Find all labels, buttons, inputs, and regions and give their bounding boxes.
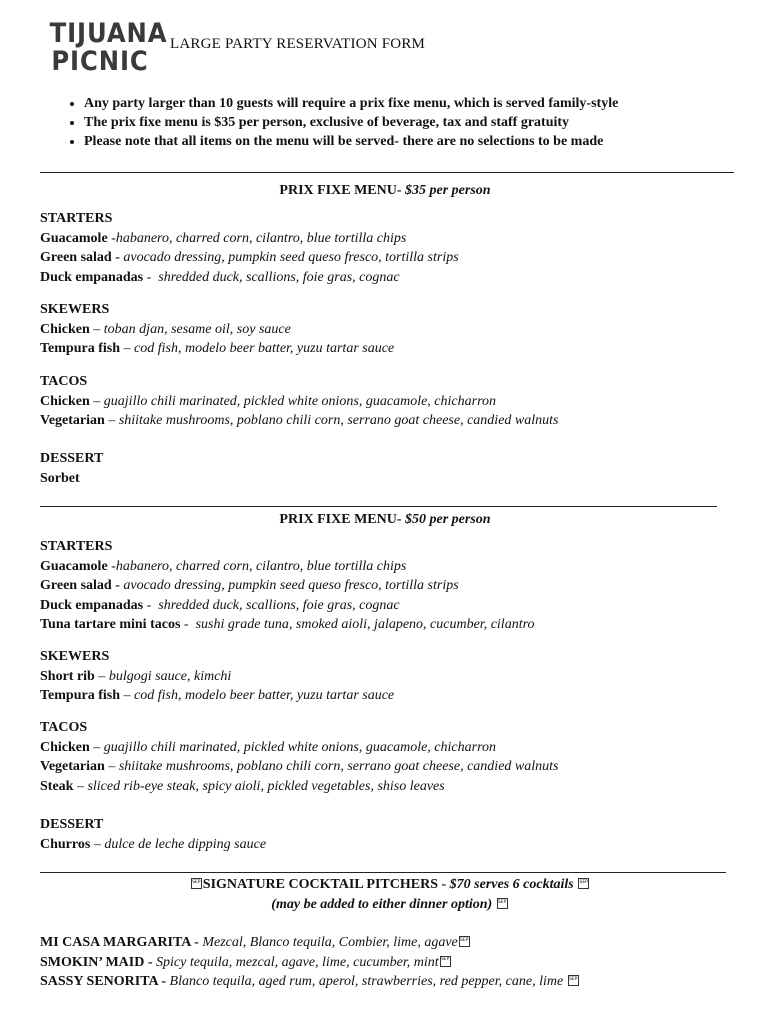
menu-35-skewers — [40, 300, 750, 359]
note-item: • Please note that all items on the menu will be served- there are no selections to be made — [84, 132, 764, 151]
section-title: DESSERT — [40, 817, 104, 832]
menu-item-separator: - — [107, 230, 116, 246]
menu-item-separator: – — [89, 739, 104, 755]
menu-item-name: Tuna tartare mini tacos — [40, 617, 181, 632]
menu-item-name: Chicken — [40, 393, 90, 409]
menu-item-description: shredded duck, scallions, foie gras, cognac — [158, 269, 400, 285]
menu-35-dessert — [40, 449, 750, 488]
menu-item-separator: – — [94, 668, 109, 684]
menu-item-name: Sorbet — [40, 470, 80, 486]
menu-item-separator: – — [90, 836, 105, 852]
separator-glyph: SEP — [440, 956, 451, 967]
menu-item — [40, 667, 750, 687]
menu-item-name: Tempura fish — [40, 688, 121, 703]
menu-item — [40, 411, 750, 431]
menu-item-description: guajillo chili marinated, pickled white onions, guacamole, chicharron — [103, 739, 497, 755]
menu-item-description: shredded duck, scallions, foie gras, cognac — [158, 597, 400, 613]
menu-item-description: toban djan, sesame oil, soy sauce — [103, 321, 291, 337]
divider — [40, 172, 734, 173]
cocktail-name: MI CASA MARGARITA - — [40, 935, 199, 950]
menu-item-name: Green salad - — [40, 250, 120, 265]
menu-heading-label: PRIX FIXE MENU- — [279, 183, 402, 198]
menu-35-heading — [0, 183, 770, 199]
menu-item-description: avocado dressing, pumpkin seed queso fresco, tortilla strips — [123, 250, 459, 265]
menu-item-name: Steak — [40, 778, 74, 794]
menu-item-separator: – — [89, 393, 104, 409]
separator-glyph: SEP — [578, 878, 589, 889]
section-title: STARTERS — [40, 211, 113, 226]
menu-item — [40, 777, 750, 797]
note-item: • Any party larger than 10 guests will require a prix fixe menu, which is served family-style — [84, 94, 764, 113]
menu-50-dessert — [40, 815, 750, 854]
menu-item-name: Duck empanadas — [40, 269, 144, 285]
divider — [40, 506, 717, 507]
reservation-notes — [62, 94, 764, 151]
cocktail-list — [40, 933, 750, 992]
cocktail-desc: Spicy tequila, mezcal, agave, lime, cucumber, mint — [156, 954, 439, 970]
menu-35-starters — [40, 209, 750, 287]
menu-item-name: Guacamole — [40, 558, 108, 574]
note-item: • The prix fixe menu is $35 per person, exclusive of beverage, tax and staff gratuity — [84, 113, 764, 132]
separator-glyph: SEP — [459, 936, 470, 947]
menu-50-heading — [0, 512, 770, 528]
section-title: STARTERS — [40, 539, 113, 554]
menu-item-separator: - — [180, 617, 196, 632]
menu-item-description: shiitake mushrooms, poblano chili corn, serrano goat cheese, candied walnuts — [118, 759, 559, 774]
menu-item-description: avocado dressing, pumpkin seed queso fresco, tortilla strips — [123, 578, 459, 593]
menu-item-separator: – — [104, 759, 119, 774]
logo-line-1: TIJUANA — [49, 18, 168, 49]
menu-item-name: Chicken — [40, 321, 90, 337]
menu-item-separator: – — [120, 688, 135, 703]
cocktail-desc: Mezcal, Blanco tequila, Combier, lime, agave — [202, 935, 458, 950]
menu-heading-label: PRIX FIXE MENU- — [279, 512, 402, 527]
menu-item-separator: - — [143, 269, 159, 285]
menu-item-description: dulce de leche dipping sauce — [104, 836, 267, 852]
menu-item — [40, 835, 750, 855]
logo-line-2: PICNIC — [51, 46, 149, 77]
cocktail-heading — [0, 875, 770, 915]
menu-item-name: Green salad - — [40, 578, 120, 593]
cocktail-heading-label: SIGNATURE COCKTAIL PITCHERS - — [202, 877, 447, 892]
menu-item-description: guajillo chili marinated, pickled white onions, guacamole, chicharron — [103, 393, 497, 409]
menu-item-name: Guacamole — [40, 230, 108, 246]
menu-item — [40, 557, 750, 577]
menu-item-description: bulgogi sauce, kimchi — [108, 668, 232, 684]
cocktail-name: SMOKIN’ MAID - — [40, 954, 153, 970]
menu-item — [40, 596, 750, 616]
menu-item-separator: – — [120, 341, 135, 356]
menu-item-description: cod fish, modelo beer batter, yuzu tartar sauce — [134, 688, 395, 703]
cocktail-subheading: (may be added to either dinner option) — [271, 897, 493, 912]
menu-item-name: Churros — [40, 836, 91, 852]
menu-item — [40, 757, 750, 777]
menu-item — [40, 469, 750, 489]
menu-item — [40, 738, 750, 758]
menu-item — [40, 686, 750, 706]
menu-50-starters — [40, 537, 750, 635]
menu-heading-price: $50 per person — [405, 512, 491, 527]
separator-glyph: SEP — [497, 898, 508, 909]
cocktail-heading-line — [0, 875, 770, 895]
menu-item — [40, 248, 750, 268]
menu-item — [40, 615, 750, 635]
menu-item — [40, 268, 750, 288]
menu-item-name: Vegetarian — [40, 413, 105, 428]
divider — [40, 872, 726, 873]
menu-50-tacos — [40, 718, 750, 796]
section-title: TACOS — [40, 374, 88, 389]
menu-item-description: habanero, charred corn, cilantro, blue tortilla chips — [115, 558, 407, 574]
menu-item-description: cod fish, modelo beer batter, yuzu tartar sauce — [134, 341, 395, 356]
form-title: LARGE PARTY RESERVATION FORM — [170, 36, 426, 52]
menu-item-name: Chicken — [40, 739, 90, 755]
menu-item — [40, 576, 750, 596]
menu-heading-price: $35 per person — [405, 183, 491, 198]
cocktail-heading-price: $70 serves 6 cocktails — [449, 877, 574, 892]
menu-item-separator: – — [104, 413, 119, 428]
menu-item-name: Tempura fish — [40, 341, 121, 356]
section-title: DESSERT — [40, 451, 104, 466]
menu-item — [40, 320, 750, 340]
menu-item-separator: – — [73, 778, 88, 794]
section-title: TACOS — [40, 720, 88, 735]
menu-item-separator: - — [107, 558, 116, 574]
restaurant-logo — [44, 18, 168, 77]
cocktail-item — [40, 953, 750, 973]
section-title: SKEWERS — [40, 302, 110, 317]
menu-item-name: Short rib — [40, 668, 95, 684]
menu-item — [40, 229, 750, 249]
cocktail-item — [40, 933, 750, 953]
menu-item-name: Vegetarian — [40, 759, 105, 774]
cocktail-desc: Blanco tequila, aged rum, aperol, strawberries, red pepper, cane, lime — [169, 974, 564, 989]
menu-item-name: Duck empanadas — [40, 597, 144, 613]
menu-item — [40, 339, 750, 359]
separator-glyph: SEP — [191, 878, 202, 889]
cocktail-subheading-line — [0, 895, 770, 915]
menu-item-description: sliced rib-eye steak, spicy aioli, pickled vegetables, shiso leaves — [87, 778, 445, 794]
separator-glyph: SEP — [568, 975, 579, 986]
menu-35-tacos — [40, 372, 750, 431]
cocktail-item — [40, 972, 750, 992]
menu-item-description: sushi grade tuna, smoked aioli, jalapeno, cucumber, cilantro — [195, 617, 535, 632]
menu-item-separator: – — [89, 321, 104, 337]
cocktail-name: SASSY SENORITA - — [40, 974, 167, 989]
menu-item-description: shiitake mushrooms, poblano chili corn, serrano goat cheese, candied walnuts — [118, 413, 559, 428]
menu-item-separator: - — [143, 597, 159, 613]
section-title: SKEWERS — [40, 649, 110, 664]
menu-item-description: habanero, charred corn, cilantro, blue tortilla chips — [115, 230, 407, 246]
menu-item — [40, 392, 750, 412]
menu-50-skewers — [40, 647, 750, 706]
